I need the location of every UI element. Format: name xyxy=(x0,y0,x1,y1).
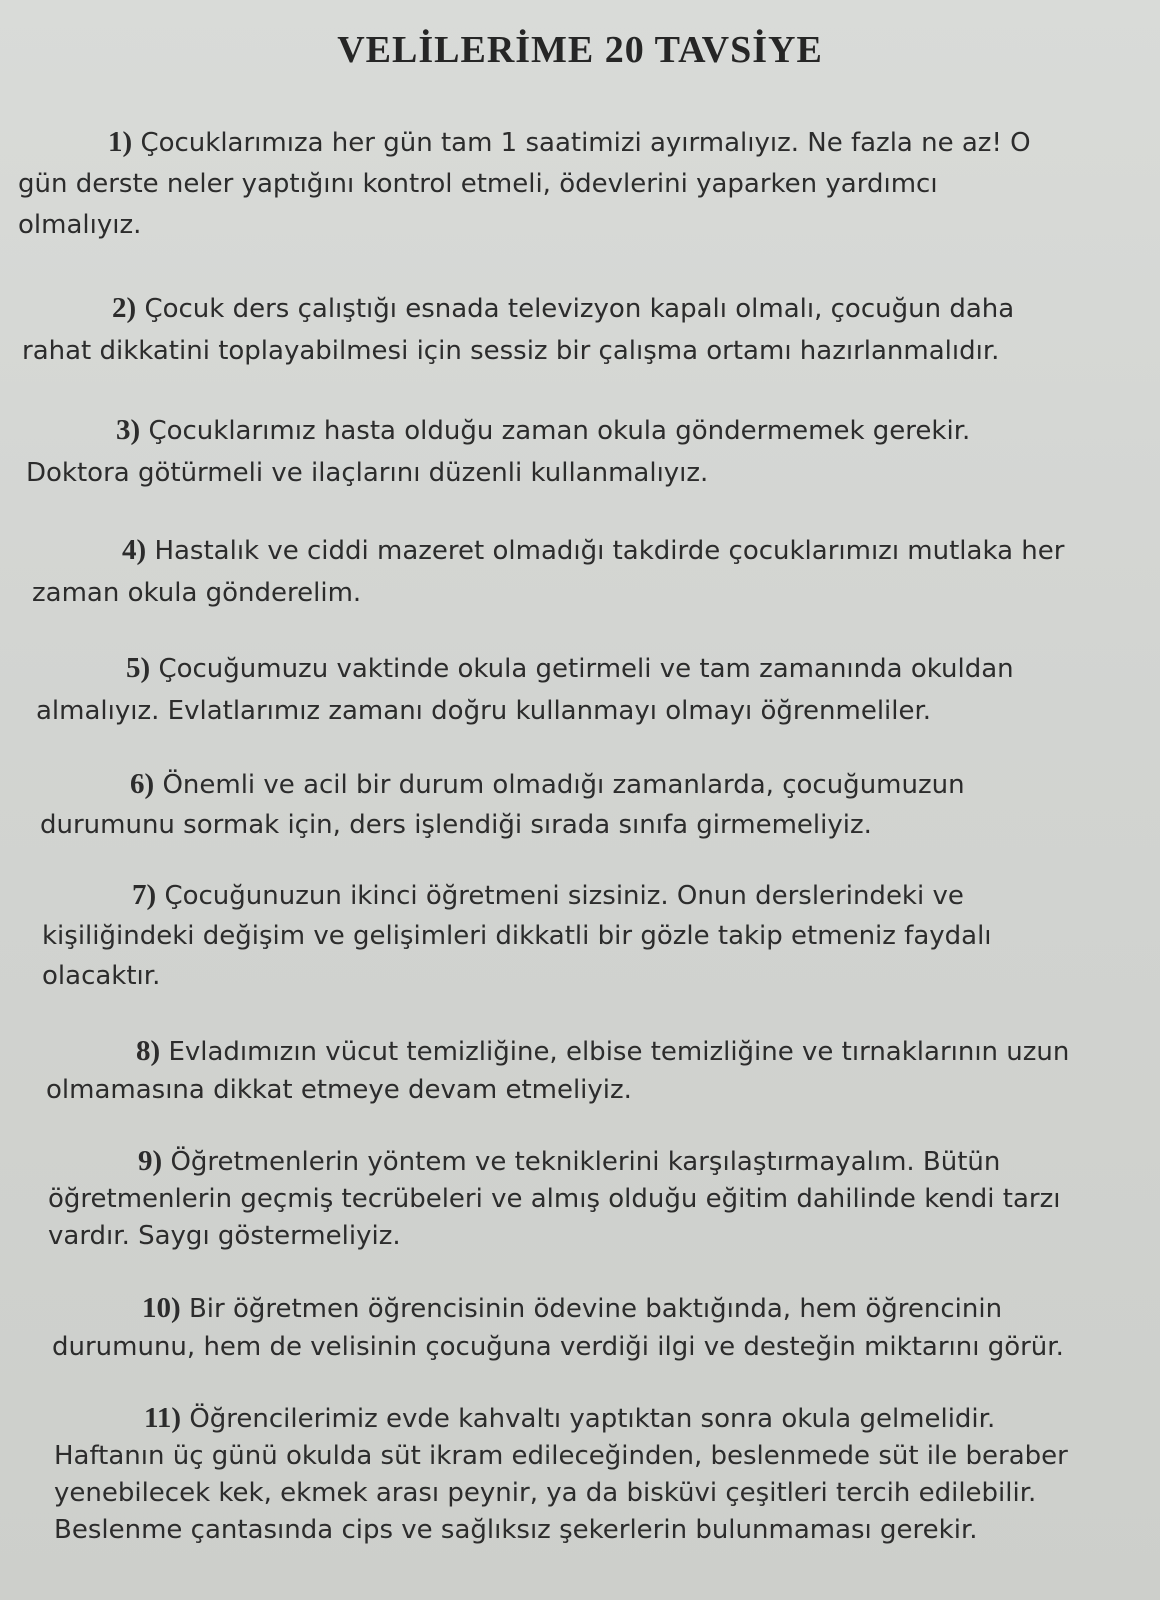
tip-number: 6) xyxy=(130,768,155,800)
tip-line: gün derste neler yaptığını kontrol etmeli, ödevlerini yaparken yardımcı xyxy=(18,169,938,199)
tip-line: rahat dikkatini toplayabilmesi için sessiz bir çalışma ortamı hazırlanmalıdır. xyxy=(22,336,1000,366)
tip-4 xyxy=(32,529,1064,614)
tip-line xyxy=(42,875,992,916)
tip-text: Çocuklarımıza her gün tam 1 saatimizi ayırmalıyız. Ne fazla ne az! O xyxy=(140,128,1031,158)
tip-line: olacaktır. xyxy=(42,961,161,991)
tip-line: Haftanın üç günü okulda süt ikram edileceğinden, beslenmede süt ile beraber xyxy=(54,1441,1068,1471)
tip-number: 8) xyxy=(136,1035,161,1067)
tip-number: 5) xyxy=(126,652,151,684)
tip-line: olmalıyız. xyxy=(18,210,142,240)
tip-line: durumunu sormak için, ders işlendiği sırada sınıfa girmemeliyiz. xyxy=(40,810,872,840)
tip-line: olmamasına dikkat etmeye devam etmeliyiz. xyxy=(46,1075,632,1105)
tip-number: 10) xyxy=(142,1292,181,1324)
tip-line: Doktora götürmeli ve ilaçlarını düzenli kullanmalıyız. xyxy=(26,458,709,488)
tip-line: yenebilecek kek, ekmek arası peynir, ya da bisküvi çeşitleri tercih edilebilir. xyxy=(54,1478,1037,1508)
tip-text: Çocuk ders çalıştığı esnada televizyon kapalı olmalı, çocuğun daha xyxy=(144,294,1015,324)
tip-line: öğretmenlerin geçmiş tecrübeleri ve almış olduğu eğitim dahilinde kendi tarzı xyxy=(48,1184,1061,1214)
tip-10 xyxy=(52,1289,1064,1366)
tip-line xyxy=(18,122,1031,164)
tip-line xyxy=(40,764,965,805)
tip-text: Hastalık ve ciddi mazeret olmadığı takdirde çocuklarımızı mutlaka her xyxy=(154,536,1065,566)
tip-line xyxy=(48,1143,1060,1181)
tip-line: almalıyız. Evlatlarımız zamanı doğru kullanmayı olmayı öğrenmeliler. xyxy=(36,696,932,726)
tip-1 xyxy=(18,122,1031,246)
tip-number: 11) xyxy=(144,1402,182,1434)
tip-11 xyxy=(54,1400,1068,1549)
tip-text: Çocuklarımız hasta olduğu zaman okula göndermemek gerekir. xyxy=(148,416,971,446)
tip-number: 2) xyxy=(112,292,137,324)
tip-line xyxy=(46,1032,1069,1071)
tip-number: 3) xyxy=(116,414,141,446)
tip-line: Beslenme çantasında cips ve sağlıksız şekerlerin bulunmaması gerekir. xyxy=(54,1515,978,1545)
tip-8 xyxy=(46,1032,1069,1109)
tip-3 xyxy=(26,409,970,494)
tip-text: Bir öğretmen öğrencisinin ödevine baktığında, hem öğrencinin xyxy=(188,1294,1003,1324)
tip-number: 1) xyxy=(108,126,133,158)
tip-number: 4) xyxy=(122,534,147,566)
tip-text: Öğretmenlerin yöntem ve tekniklerini karşılaştırmayalım. Bütün xyxy=(170,1147,1001,1177)
tip-6 xyxy=(40,764,965,845)
tip-line xyxy=(52,1289,1064,1328)
tip-line xyxy=(32,529,1064,572)
tip-text: Öğrencilerimiz evde kahvaltı yaptıktan sonra okula gelmelidir. xyxy=(189,1404,996,1434)
tip-number: 9) xyxy=(138,1145,163,1177)
tip-line xyxy=(22,287,1014,330)
tip-line: durumunu, hem de velisinin çocuğuna verdiği ilgi ve desteğin miktarını görür. xyxy=(52,1332,1064,1362)
tip-9 xyxy=(48,1143,1060,1255)
tip-number: 7) xyxy=(132,879,157,911)
tip-line xyxy=(36,647,1014,690)
tip-2 xyxy=(22,287,1014,372)
tip-7 xyxy=(42,875,992,996)
tip-line: vardır. Saygı göstermeliyiz. xyxy=(48,1221,401,1251)
document-title: VELİLERİME 20 TAVSİYE xyxy=(337,29,823,71)
tip-text: Çocuğunuzun ikinci öğretmeni sizsiniz. Onun derslerindeki ve xyxy=(164,881,964,911)
tip-5 xyxy=(36,647,1014,732)
tip-text: Önemli ve acil bir durum olmadığı zamanlarda, çocuğumuzun xyxy=(162,770,965,800)
tip-text: Evladımızın vücut temizliğine, elbise temizliğine ve tırnaklarının uzun xyxy=(168,1037,1070,1067)
tip-line: kişiliğindeki değişim ve gelişimleri dikkatli bir gözle takip etmeniz faydalı xyxy=(42,921,992,951)
tip-line: zaman okula gönderelim. xyxy=(32,578,362,608)
tip-text: Çocuğumuzu vaktinde okula getirmeli ve tam zamanında okuldan xyxy=(158,654,1014,684)
tip-line xyxy=(26,409,970,452)
tip-line xyxy=(54,1400,1068,1438)
